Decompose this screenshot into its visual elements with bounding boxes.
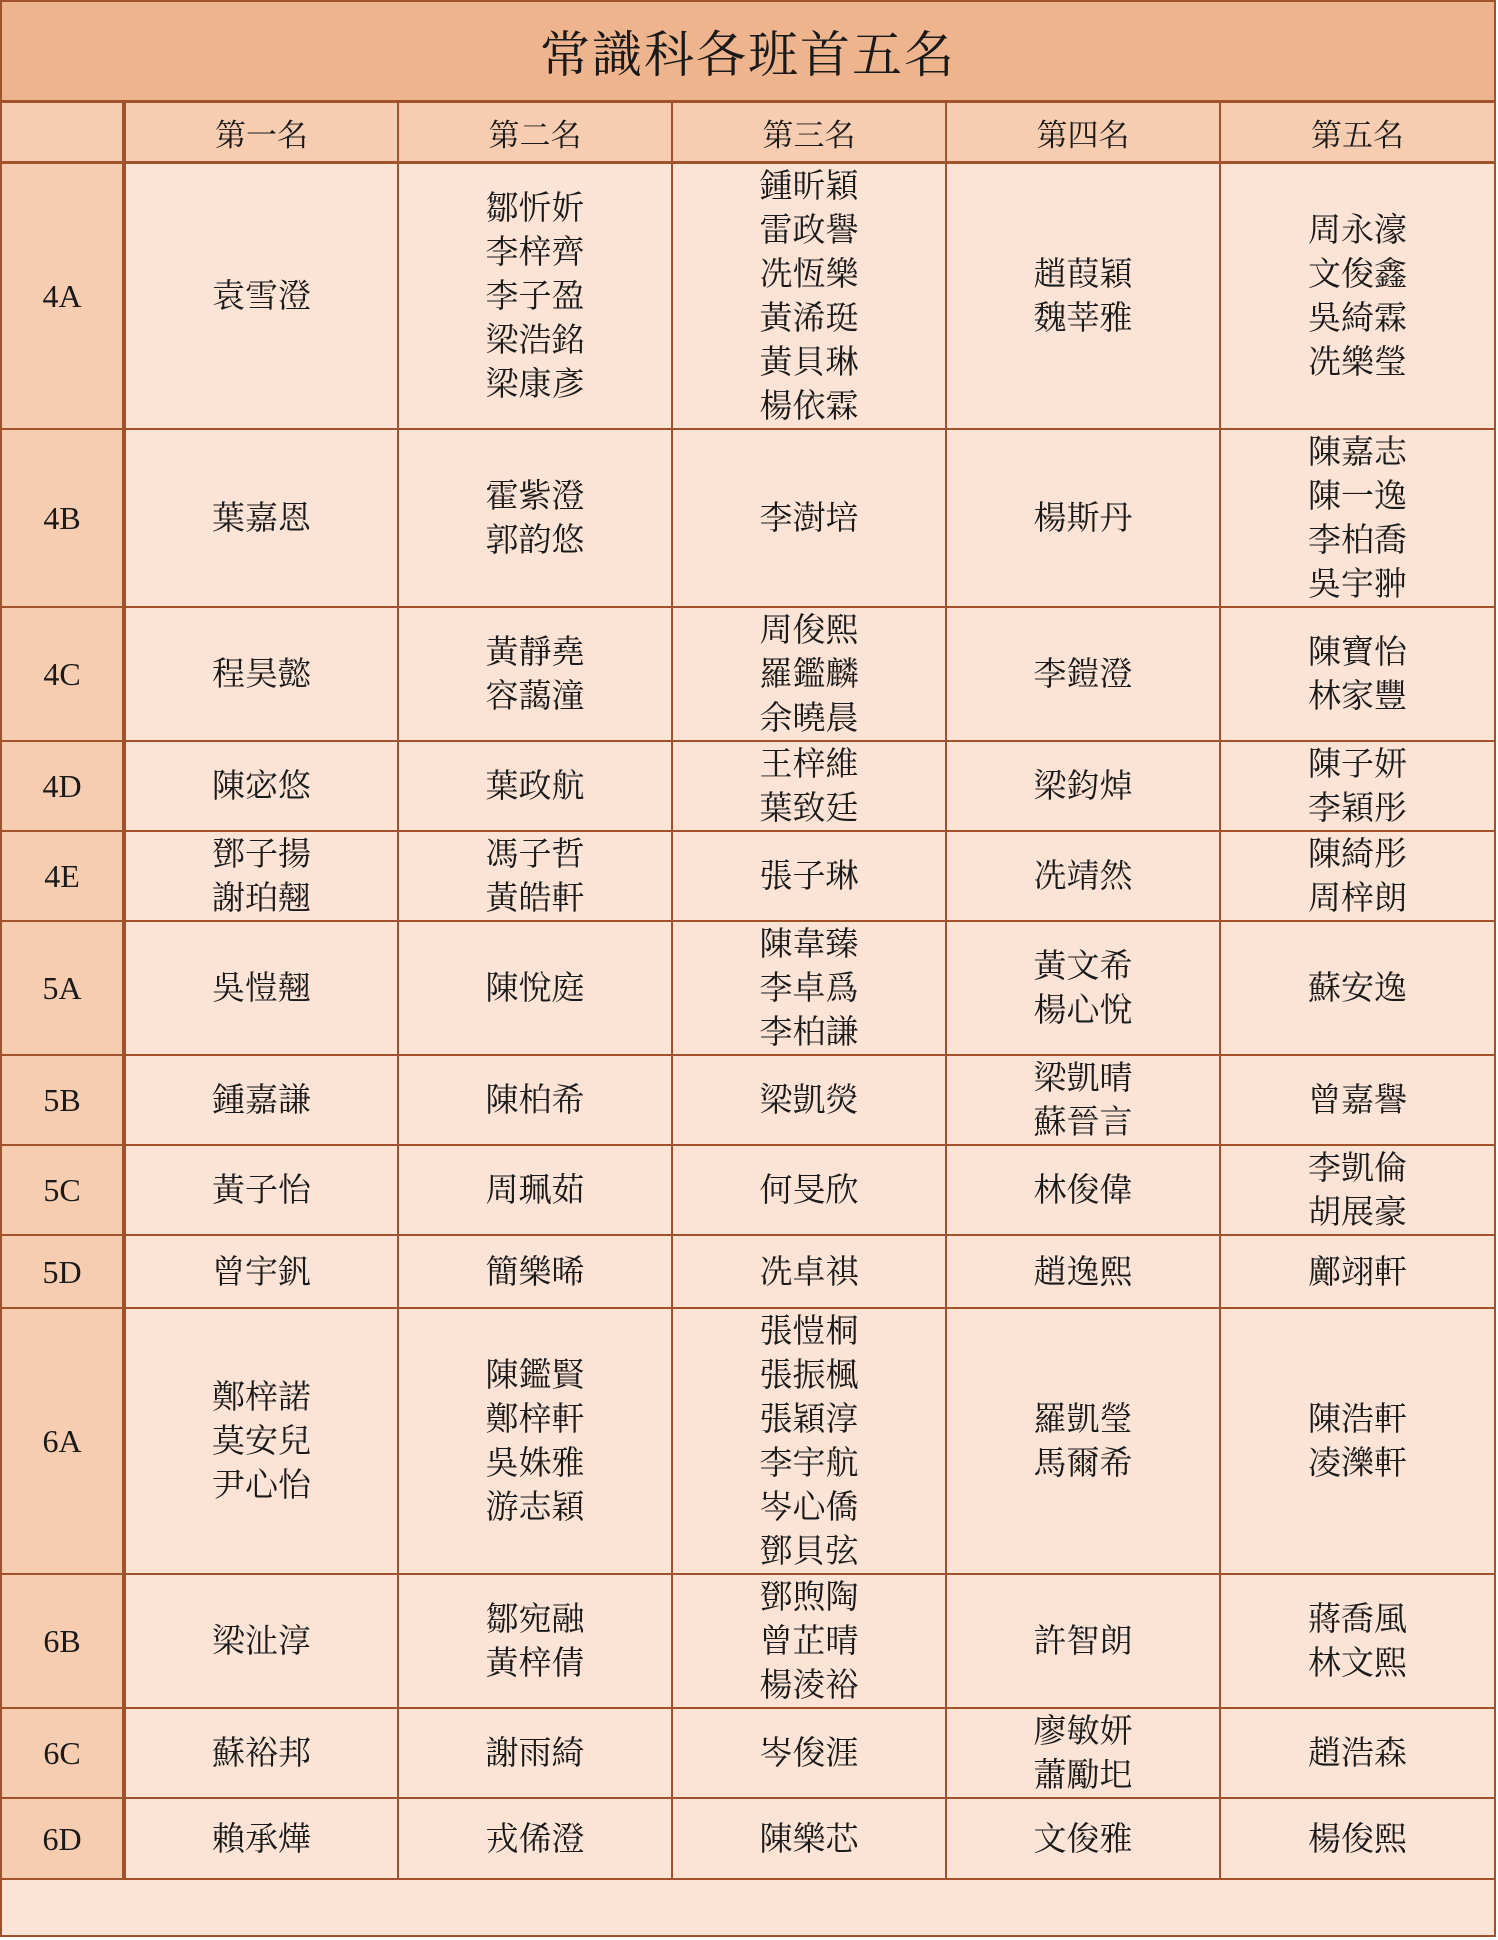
student-name: 岑俊涯	[759, 1733, 859, 1772]
rank-3-cell	[672, 1145, 946, 1235]
rank-3-cell	[672, 1055, 946, 1145]
student-name: 吳愷翹	[212, 968, 311, 1007]
student-name: 梁凱熒	[759, 1080, 859, 1119]
student-name: 張愷桐	[759, 1311, 859, 1350]
rank-3-cell	[672, 429, 946, 607]
student-name: 陳宓悠	[212, 766, 311, 805]
student-name: 黃皓軒	[485, 878, 585, 917]
rank-4-cell	[946, 1145, 1220, 1235]
student-name: 楊淩裕	[759, 1665, 859, 1704]
rank-4-cell	[946, 1235, 1220, 1308]
student-name: 李鎧澄	[1033, 654, 1133, 693]
table-row	[2, 1798, 1494, 1879]
student-name: 李凱倫	[1308, 1148, 1407, 1187]
rank-5-cell	[1220, 1308, 1494, 1574]
student-name: 陳子妍	[1308, 744, 1407, 783]
student-name: 曾芷晴	[759, 1621, 859, 1660]
rank-2-cell	[398, 1055, 672, 1145]
student-name: 陳綺彤	[1308, 834, 1407, 873]
rank-4-cell	[946, 1708, 1220, 1798]
student-name: 蘇安逸	[1308, 968, 1407, 1007]
student-name: 黃梓倩	[485, 1643, 585, 1682]
student-name: 陳浩軒	[1308, 1399, 1407, 1438]
rank-5-cell	[1220, 1574, 1494, 1708]
rank-2-cell	[398, 1145, 672, 1235]
student-name: 文俊雅	[1033, 1818, 1133, 1858]
rank-2-cell	[398, 921, 672, 1055]
rank-1-cell	[124, 831, 398, 921]
student-name: 郭韵悠	[485, 520, 585, 559]
class-label: 5B	[2, 1055, 124, 1145]
sheet-title: 常識科各班首五名	[2, 2, 1494, 103]
table-row	[2, 607, 1494, 741]
class-label: 6A	[2, 1308, 124, 1574]
rank-4-cell	[946, 1574, 1220, 1708]
table-row	[2, 1055, 1494, 1145]
student-name: 馮子哲	[485, 834, 585, 873]
student-name: 冼樂瑩	[1308, 342, 1407, 381]
student-name: 凌濼軒	[1308, 1443, 1407, 1482]
student-name: 鍾昕穎	[759, 166, 859, 205]
rank-3-cell	[672, 1574, 946, 1708]
student-name: 羅凱瑩	[1033, 1399, 1133, 1438]
class-label: 4E	[2, 831, 124, 921]
header-rank-3: 第三名	[672, 103, 946, 163]
student-name: 莫安兒	[212, 1421, 311, 1460]
student-name: 梁康彥	[485, 364, 585, 403]
student-name: 楊依霖	[759, 386, 859, 425]
header-rank-2: 第二名	[398, 103, 672, 163]
student-name: 蔣喬風	[1308, 1599, 1407, 1638]
header-rank-4: 第四名	[946, 103, 1220, 163]
table-row	[2, 163, 1494, 430]
rank-5-cell	[1220, 831, 1494, 921]
rank-4-cell	[946, 741, 1220, 831]
table-row	[2, 1145, 1494, 1235]
student-name: 曾宇釩	[212, 1251, 311, 1291]
student-name: 張子琳	[759, 856, 859, 895]
student-name: 戎俙澄	[485, 1818, 585, 1858]
student-name: 李卓爲	[759, 968, 859, 1007]
rank-4-cell	[946, 831, 1220, 921]
rank-1-cell	[124, 1235, 398, 1308]
student-name: 文俊鑫	[1308, 254, 1407, 293]
class-label: 4D	[2, 741, 124, 831]
student-name: 容藹潼	[485, 676, 585, 715]
rank-2-cell	[398, 1574, 672, 1708]
student-name: 楊俊熙	[1308, 1818, 1407, 1858]
rank-1-cell	[124, 607, 398, 741]
class-label: 6D	[2, 1798, 124, 1879]
rank-3-cell	[672, 831, 946, 921]
ranking-body	[2, 163, 1494, 1880]
rank-5-cell	[1220, 741, 1494, 831]
rank-2-cell	[398, 1308, 672, 1574]
rank-4-cell	[946, 429, 1220, 607]
student-name: 簡樂晞	[485, 1251, 585, 1291]
table-row	[2, 921, 1494, 1055]
rank-2-cell	[398, 741, 672, 831]
student-name: 趙浩森	[1308, 1733, 1407, 1772]
student-name: 羅鑑麟	[759, 654, 859, 693]
student-name: 張穎淳	[759, 1399, 859, 1438]
rank-4-cell	[946, 1798, 1220, 1879]
student-name: 謝雨綺	[485, 1733, 585, 1772]
student-name: 冼恆樂	[759, 254, 859, 293]
rank-5-cell	[1220, 429, 1494, 607]
rank-5-cell	[1220, 1235, 1494, 1308]
student-name: 葉嘉恩	[212, 498, 311, 537]
student-name: 梁沚淳	[212, 1621, 311, 1660]
header-row	[2, 103, 1494, 163]
table-row	[2, 831, 1494, 921]
student-name: 冼卓祺	[759, 1251, 859, 1291]
rank-5-cell	[1220, 163, 1494, 430]
student-name: 吳姝雅	[485, 1443, 585, 1482]
student-name: 陳悅庭	[485, 968, 585, 1007]
student-name: 霍紫澄	[485, 476, 585, 515]
rank-5-cell	[1220, 1055, 1494, 1145]
student-name: 陳寶怡	[1308, 632, 1407, 671]
student-name: 程昊懿	[212, 654, 311, 693]
student-name: 趙逸熙	[1033, 1251, 1133, 1291]
rank-1-cell	[124, 1308, 398, 1574]
rank-1-cell	[124, 163, 398, 430]
student-name: 梁鈞焯	[1033, 766, 1133, 805]
rank-1-cell	[124, 741, 398, 831]
rank-5-cell	[1220, 607, 1494, 741]
student-name: 魏莘雅	[1033, 298, 1133, 337]
student-name: 黃子怡	[212, 1170, 311, 1209]
rank-5-cell	[1220, 1708, 1494, 1798]
rank-4-cell	[946, 607, 1220, 741]
student-name: 鄒宛融	[485, 1599, 585, 1638]
student-name: 黃靜堯	[485, 632, 585, 671]
student-name: 鍾嘉謙	[212, 1080, 311, 1119]
rank-2-cell	[398, 607, 672, 741]
student-name: 李澍培	[759, 498, 859, 537]
student-name: 尹心怡	[212, 1465, 311, 1504]
rank-1-cell	[124, 1055, 398, 1145]
class-label: 4C	[2, 607, 124, 741]
rank-3-cell	[672, 1708, 946, 1798]
rank-3-cell	[672, 607, 946, 741]
student-name: 雷政譽	[759, 210, 859, 249]
rank-1-cell	[124, 1145, 398, 1235]
student-name: 林俊偉	[1033, 1170, 1133, 1209]
student-name: 謝珀翹	[212, 878, 311, 917]
table-row	[2, 429, 1494, 607]
student-name: 周俊熙	[759, 610, 859, 649]
student-name: 林家豐	[1308, 676, 1407, 715]
student-name: 陳一逸	[1308, 476, 1407, 515]
rank-5-cell	[1220, 921, 1494, 1055]
student-name: 蘇晉言	[1033, 1102, 1133, 1141]
rank-3-cell	[672, 1798, 946, 1879]
student-name: 趙葭穎	[1033, 254, 1133, 293]
student-name: 袁雪澄	[212, 276, 311, 315]
rank-2-cell	[398, 1798, 672, 1879]
class-label: 5C	[2, 1145, 124, 1235]
rank-2-cell	[398, 1708, 672, 1798]
class-label: 4A	[2, 163, 124, 430]
rank-4-cell	[946, 921, 1220, 1055]
rank-4-cell	[946, 163, 1220, 430]
student-name: 張振楓	[759, 1355, 859, 1394]
student-name: 冼靖然	[1033, 856, 1133, 895]
student-name: 鄧子揚	[212, 834, 311, 873]
student-name: 鄭梓諾	[212, 1377, 311, 1416]
student-name: 李柏喬	[1308, 520, 1407, 559]
student-name: 陳柏希	[485, 1080, 585, 1119]
student-name: 吳宇翀	[1308, 564, 1407, 603]
student-name: 陳嘉志	[1308, 432, 1407, 471]
student-name: 馬爾希	[1033, 1443, 1133, 1482]
table-row	[2, 1574, 1494, 1708]
student-name: 李梓齊	[485, 232, 585, 271]
table-row	[2, 741, 1494, 831]
student-name: 周永濠	[1308, 210, 1407, 249]
student-name: 李子盈	[485, 276, 585, 315]
ranking-table	[2, 103, 1494, 1880]
student-name: 葉政航	[485, 766, 585, 805]
rank-2-cell	[398, 831, 672, 921]
student-name: 陳鑑賢	[485, 1355, 585, 1394]
student-name: 陳樂芯	[759, 1818, 859, 1858]
class-label: 6B	[2, 1574, 124, 1708]
rank-2-cell	[398, 163, 672, 430]
student-name: 曾嘉譽	[1308, 1080, 1407, 1119]
student-name: 許智朗	[1033, 1621, 1133, 1660]
student-name: 黃文希	[1033, 946, 1133, 985]
student-name: 李柏謙	[759, 1012, 859, 1051]
header-corner	[2, 103, 124, 163]
student-name: 楊斯丹	[1033, 498, 1133, 537]
student-name: 周珮茹	[485, 1170, 585, 1209]
student-name: 陳韋臻	[759, 924, 859, 963]
student-name: 胡展豪	[1308, 1192, 1407, 1231]
student-name: 鄭梓軒	[485, 1399, 585, 1438]
class-label: 5D	[2, 1235, 124, 1308]
table-row	[2, 1308, 1494, 1574]
student-name: 周梓朗	[1308, 878, 1407, 917]
student-name: 賴承燁	[212, 1818, 311, 1858]
student-name: 蘇裕邦	[212, 1733, 311, 1772]
rank-1-cell	[124, 429, 398, 607]
student-name: 黃浠珽	[759, 298, 859, 337]
rank-5-cell	[1220, 1798, 1494, 1879]
rank-3-cell	[672, 921, 946, 1055]
student-name: 岑心僑	[759, 1487, 859, 1526]
header-rank-1: 第一名	[124, 103, 398, 163]
rank-3-cell	[672, 1235, 946, 1308]
rank-4-cell	[946, 1308, 1220, 1574]
student-name: 梁浩銘	[485, 320, 585, 359]
rank-1-cell	[124, 1708, 398, 1798]
class-label: 6C	[2, 1708, 124, 1798]
student-name: 何旻欣	[759, 1170, 859, 1209]
student-name: 余曉晨	[759, 698, 859, 737]
student-name: 鄧煦陶	[759, 1577, 859, 1616]
rank-3-cell	[672, 1308, 946, 1574]
rank-3-cell	[672, 741, 946, 831]
class-label: 5A	[2, 921, 124, 1055]
table-row	[2, 1235, 1494, 1308]
student-name: 吳綺霖	[1308, 298, 1407, 337]
student-name: 李宇航	[759, 1443, 859, 1482]
student-name: 鄧貝弦	[759, 1531, 859, 1570]
student-name: 鄒忻妡	[485, 188, 585, 227]
rank-2-cell	[398, 1235, 672, 1308]
student-name: 游志穎	[485, 1487, 585, 1526]
header-rank-5: 第五名	[1220, 103, 1494, 163]
student-name: 蕭勵圯	[1033, 1755, 1133, 1794]
student-name: 梁凱晴	[1033, 1058, 1133, 1097]
class-label: 4B	[2, 429, 124, 607]
rank-4-cell	[946, 1055, 1220, 1145]
student-name: 廖敏妍	[1033, 1711, 1133, 1750]
student-name: 鄺翊軒	[1308, 1251, 1407, 1291]
student-name: 葉致廷	[759, 788, 859, 827]
rank-2-cell	[398, 429, 672, 607]
student-name: 黃貝琳	[759, 342, 859, 381]
rank-1-cell	[124, 1574, 398, 1708]
student-name: 林文熙	[1308, 1643, 1407, 1682]
student-name: 李穎彤	[1308, 788, 1407, 827]
student-name: 王梓維	[759, 744, 859, 783]
rank-1-cell	[124, 1798, 398, 1879]
student-name: 楊心悅	[1033, 990, 1133, 1029]
rank-1-cell	[124, 921, 398, 1055]
rank-5-cell	[1220, 1145, 1494, 1235]
table-row	[2, 1708, 1494, 1798]
rank-3-cell	[672, 163, 946, 430]
